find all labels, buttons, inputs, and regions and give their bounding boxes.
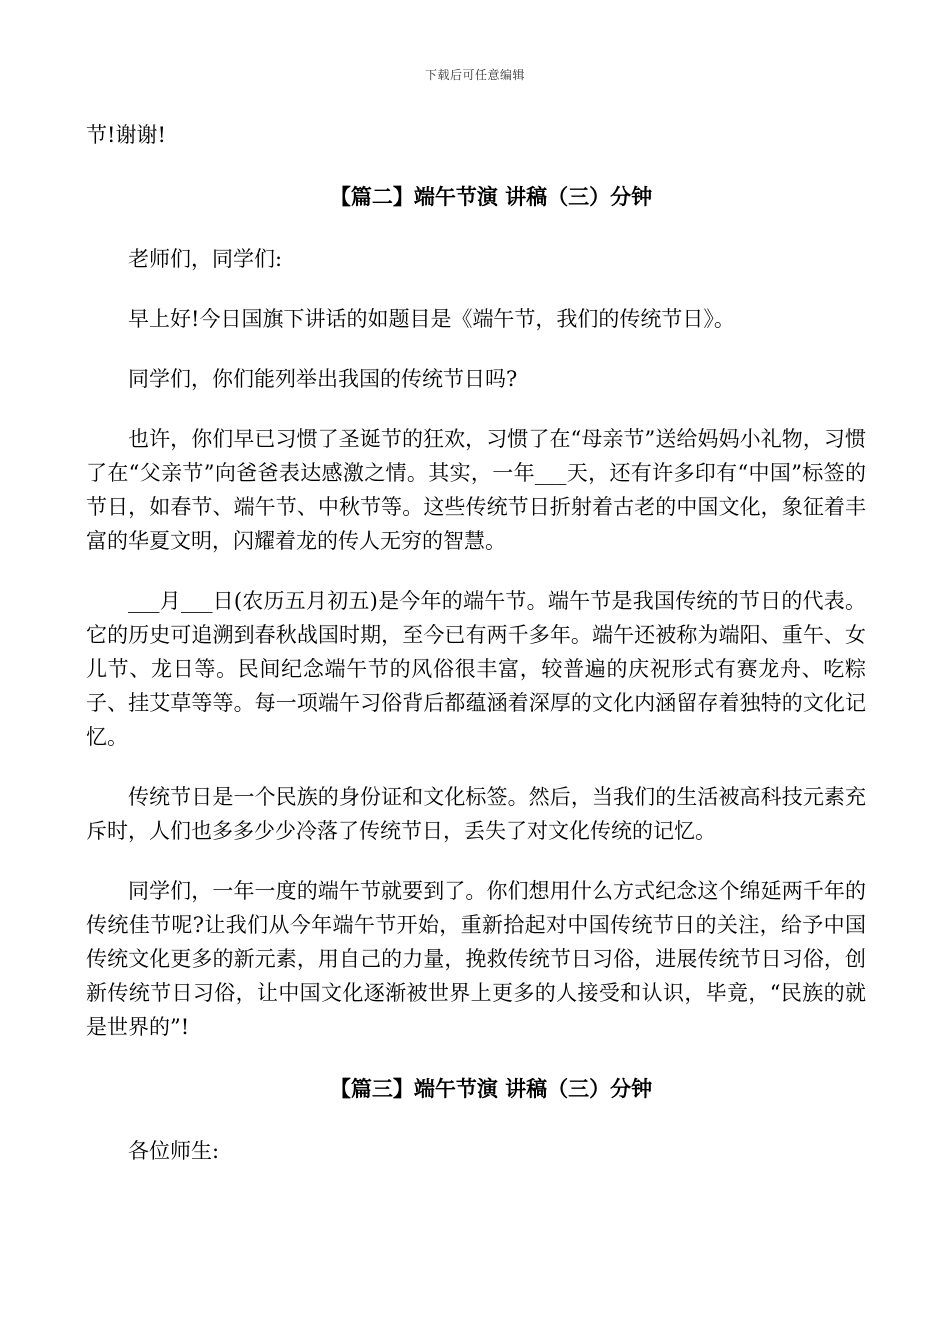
paragraph: 也许，你们早已习惯了圣诞节的狂欢，习惯了在“母亲节”送给妈妈小礼物，习惯了在“父亲节”向爸爸表达感激之情。其实，一年___天，还有许多印有“中国”标签的节日，如春节、端午节、中秋节等。这些传统节日折射着古老的中国文化，象征着丰富的华夏文明，闪耀着龙的传人无穷的智慧。 — [86, 427, 866, 553]
paragraph: ___月___日(农历五月初五)是今年的端午节。端午节是我国传统的节日的代表。它的历史可追溯到春秋战国时期，至今已有两千多年。端午还被称为端阳、重午、女儿节、龙日等。民间纪念端午节的风俗很丰富，较普遍的庆祝形式有赛龙舟、吃粽子、挂艾草等等。每一项端午习俗背后都蕴涵着深厚的文化内涵留存着独特的文化记忆。 — [86, 589, 866, 749]
paragraph: 早上好!今日国旗下讲话的如题目是《端午节，我们的传统节日》。 — [128, 307, 735, 331]
section3-title: 【篇三】端午节演 讲稿（三）分钟 — [329, 1076, 653, 1101]
paragraph: 传统节日是一个民族的身份证和文化标签。然后，当我们的生活被高科技元素充斥时，人们也多多少少冷落了传统节日，丢失了对文化传统的记忆。 — [86, 785, 866, 843]
continuation-text: 节!谢谢! — [86, 123, 166, 147]
paragraph: 同学们，一年一度的端午节就要到了。你们想用什么方式纪念这个绵延两千年的传统佳节呢?让我们从今年端午节开始，重新拾起对中国传统节日的关注，给予中国传统文化更多的新元素，用自己的力量，挽救传统节日习俗，进展传统节日习俗，创新传统节日习俗，让中国文化逐渐被世界上更多的人接受和认识，毕竟，“民族的就是世界的”! — [86, 879, 866, 1039]
paragraph: 同学们，你们能列举出我国的传统节日吗? — [128, 367, 518, 391]
section2-title: 【篇二】端午节演 讲稿（三）分钟 — [329, 184, 653, 209]
section2-greeting: 老师们，同学们: — [128, 247, 283, 271]
page-header: 下载后可任意编辑 — [424, 68, 525, 82]
document-body — [86, 118, 866, 1168]
section3-greeting: 各位师生: — [128, 1139, 220, 1163]
